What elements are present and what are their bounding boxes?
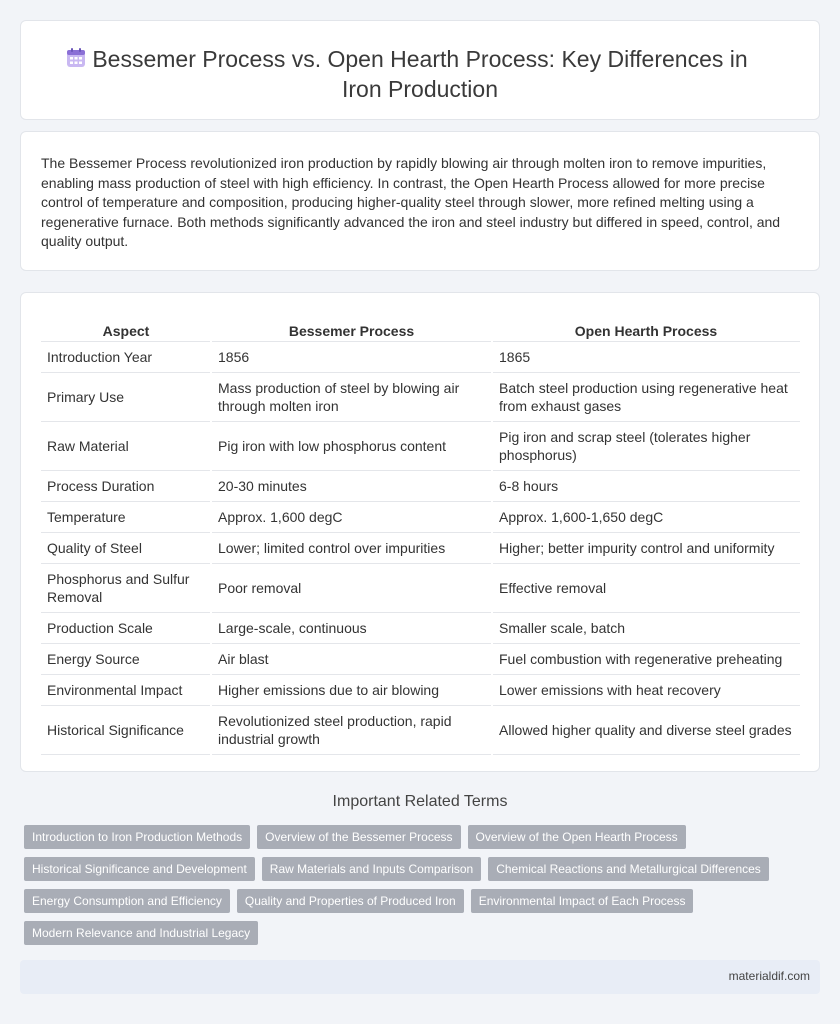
cell-open-hearth: Approx. 1,600-1,650 degC [492, 501, 800, 532]
cell-aspect: Phosphorus and Sulfur Removal [41, 563, 211, 612]
cell-bessemer: Air blast [211, 643, 492, 674]
related-term-tag[interactable]: Historical Significance and Development [24, 857, 255, 881]
related-term-tag[interactable]: Environmental Impact of Each Process [471, 889, 694, 913]
header-open-hearth: Open Hearth Process [492, 313, 800, 341]
cell-aspect: Production Scale [41, 612, 211, 643]
cell-bessemer: Approx. 1,600 degC [211, 501, 492, 532]
cell-aspect: Introduction Year [41, 341, 211, 372]
table-row [41, 532, 800, 563]
cell-aspect: Environmental Impact [41, 674, 211, 705]
intro-text: The Bessemer Process revolutionized iron production by rapidly blowing air through molten iron to remove impurities, enabling mass production of steel with high efficiency. In contrast, the Open Hearth Process allowed for more precise control of temperature and composition, producing higher-quality steel through slower, more refined melting using a regenerative furnace. Both methods significantly advanced the iron and steel industry but differed in speed, control, and quality output. [41, 155, 781, 249]
cell-open-hearth: 1865 [492, 341, 800, 372]
page-title: Bessemer Process vs. Open Hearth Process: Key Differences in Iron Production [92, 46, 748, 102]
cell-open-hearth: Higher; better impurity control and uniformity [492, 532, 800, 563]
cell-aspect: Quality of Steel [41, 532, 211, 563]
cell-aspect: Temperature [41, 501, 211, 532]
header-aspect: Aspect [41, 313, 211, 341]
intro-card [20, 131, 820, 271]
cell-bessemer: Pig iron with low phosphorus content [211, 421, 492, 470]
related-terms-title: Important Related Terms [332, 793, 508, 810]
table-row [41, 674, 800, 705]
comparison-table [41, 313, 800, 755]
cell-open-hearth: Allowed higher quality and diverse steel grades [492, 705, 800, 754]
cell-bessemer: 20-30 minutes [211, 470, 492, 501]
cell-aspect: Process Duration [41, 470, 211, 501]
cell-open-hearth: Lower emissions with heat recovery [492, 674, 800, 705]
cell-open-hearth: Effective removal [492, 563, 800, 612]
related-term-tag[interactable]: Chemical Reactions and Metallurgical Differences [488, 857, 769, 881]
comparison-table-card [20, 292, 820, 772]
cell-bessemer: Mass production of steel by blowing air through molten iron [211, 372, 492, 421]
table-row [41, 372, 800, 421]
cell-aspect: Historical Significance [41, 705, 211, 754]
table-row [41, 470, 800, 501]
table-row [41, 341, 800, 372]
related-term-tag[interactable]: Introduction to Iron Production Methods [24, 825, 250, 849]
footer [20, 960, 820, 994]
related-term-tag[interactable]: Modern Relevance and Industrial Legacy [24, 921, 258, 945]
table-row [41, 563, 800, 612]
related-term-tag[interactable]: Raw Materials and Inputs Comparison [262, 857, 481, 881]
related-terms-list [24, 825, 824, 945]
related-term-tag[interactable]: Quality and Properties of Produced Iron [237, 889, 464, 913]
cell-bessemer: 1856 [211, 341, 492, 372]
cell-bessemer: Higher emissions due to air blowing [211, 674, 492, 705]
header-bessemer: Bessemer Process [211, 313, 492, 341]
cell-bessemer: Large-scale, continuous [211, 612, 492, 643]
related-term-tag[interactable]: Overview of the Bessemer Process [257, 825, 460, 849]
table-row [41, 421, 800, 470]
table-row [41, 643, 800, 674]
header-card [20, 20, 820, 120]
cell-bessemer: Poor removal [211, 563, 492, 612]
cell-open-hearth: Fuel combustion with regenerative preheating [492, 643, 800, 674]
footer-site-link[interactable]: materialdif.com [728, 969, 810, 983]
cell-aspect: Energy Source [41, 643, 211, 674]
cell-bessemer: Revolutionized steel production, rapid industrial growth [211, 705, 492, 754]
cell-open-hearth: Batch steel production using regenerative heat from exhaust gases [492, 372, 800, 421]
cell-open-hearth: Pig iron and scrap steel (tolerates higher phosphorus) [492, 421, 800, 470]
related-term-tag[interactable]: Energy Consumption and Efficiency [24, 889, 230, 913]
cell-aspect: Primary Use [41, 372, 211, 421]
cell-open-hearth: Smaller scale, batch [492, 612, 800, 643]
cell-aspect: Raw Material [41, 421, 211, 470]
related-term-tag[interactable]: Overview of the Open Hearth Process [468, 825, 686, 849]
table-row [41, 612, 800, 643]
table-row [41, 501, 800, 532]
cell-bessemer: Lower; limited control over impurities [211, 532, 492, 563]
cell-open-hearth: 6-8 hours [492, 470, 800, 501]
table-row [41, 705, 800, 754]
